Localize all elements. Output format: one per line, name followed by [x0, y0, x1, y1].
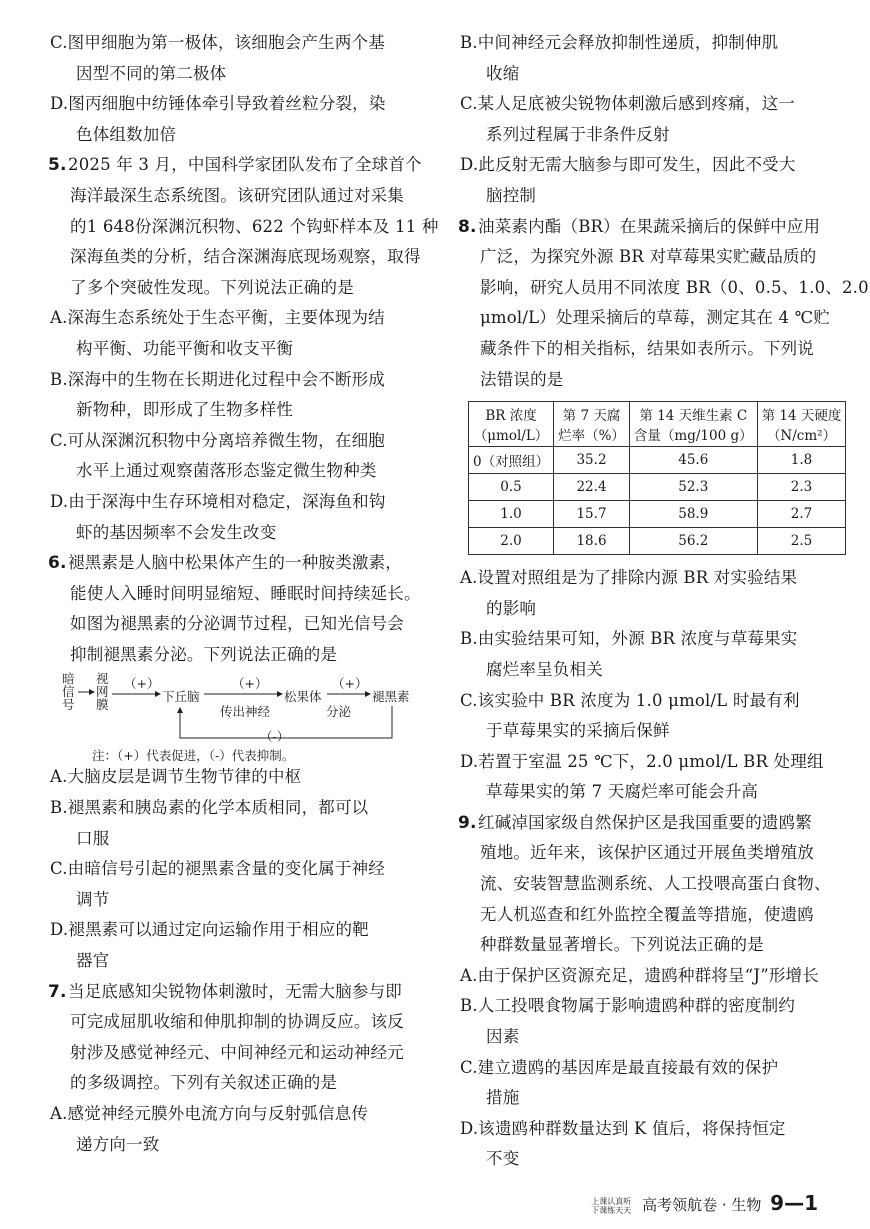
question-5-stem-line: 的1 648份深渊沉积物、622 个钩虾样本及 11 种 — [70, 216, 439, 236]
question-6 — [48, 548, 448, 670]
question-5-option-2-line: 水平上通过观察菌落形态鉴定微生物种类 — [76, 461, 377, 481]
question-7-cont-option-0-line: B.中间神经元会释放抑制性递质，抑制伸肌 — [460, 33, 779, 52]
table-header-cell: 第 14 天维生素 C 含量（mg/100 g） — [629, 402, 757, 447]
question-8-option-0-line: 的影响 — [486, 598, 537, 618]
question-6-option-1-line: 口服 — [76, 828, 110, 848]
question-5-option-1-line: B.深海中的生物在长期进化过程中会不断形成 — [50, 369, 386, 389]
plus-sign-3: （+） — [332, 676, 368, 692]
diagram-note: 注：（+）代表促进，（-）代表抑制。 — [92, 748, 295, 764]
question-9-stem-line: 流、安装智慧监测系统、人工投喂高蛋白食物、 — [480, 874, 831, 894]
dark-signal-label: 暗 信 号 — [62, 671, 75, 713]
question-9-option-2-line: C.建立遗鸥的基因库是最直接最有效的保护 — [460, 1057, 779, 1077]
pineal-label: 松果体 — [284, 689, 322, 705]
table-cell: 15.7 — [554, 501, 630, 528]
question-5-number: 5. — [48, 155, 67, 176]
question-8-number: 8. — [458, 216, 477, 237]
question-6-option-3-line: D.褪黑素可以通过定向运输作用于相应的靶 — [50, 920, 369, 940]
question-8-option-1-line: B.由实验结果可知，外源 BR 浓度与草莓果实 — [460, 629, 798, 649]
question-5-stem-line: 深海鱼类的分析，结合深渊海底现场观察，取得 — [70, 247, 421, 267]
table-cell: 2.0 — [469, 528, 554, 555]
question-5-option-3-line: D.由于深海中生存环境相对稳定，深海鱼和钩 — [50, 491, 386, 511]
question-9-option-0-line: A.由于保护区资源充足，遗鸥种群将呈“J”形增长 — [460, 965, 819, 985]
question-8 — [458, 212, 869, 396]
table-row — [469, 501, 846, 528]
table-cell: 45.6 — [629, 447, 757, 474]
question-6-stem-line: 能使人入睡时间明显缩短、睡眠时间持续延长。 — [70, 583, 421, 603]
question-6-option-3-line: 器官 — [76, 951, 110, 971]
question-7-stem-line: 的多级调控。下列有关叙述正确的是 — [70, 1073, 338, 1093]
question-6-stem-line: 抑制褪黑素分泌。下列说法正确的是 — [70, 644, 338, 664]
plus-sign-1: （+） — [124, 676, 160, 692]
question-5-option-0-line: 构平衡、功能平衡和收支平衡 — [76, 338, 294, 358]
minus-sign: （-） — [260, 729, 290, 745]
q4-option-line: 色体组数加倍 — [76, 124, 177, 144]
question-6-number: 6. — [48, 553, 67, 574]
table-header-row — [469, 402, 846, 447]
question-7 — [48, 977, 448, 1099]
question-8-stem-line: 法错误的是 — [480, 369, 564, 389]
page-number: 9—1 — [770, 1191, 818, 1215]
question-5-option-3-line: 虾的基因频率不会发生改变 — [76, 522, 277, 542]
table-cell: 52.3 — [629, 474, 757, 501]
question-5-option-1-line: 新物种，即形成了生物多样性 — [76, 400, 294, 420]
table-cell: 58.9 — [629, 501, 757, 528]
table-row — [469, 474, 846, 501]
question-7-cont-option-1-line: 系列过程属于非条件反射 — [486, 124, 670, 144]
question-7-number: 7. — [48, 981, 67, 1002]
table-cell: 2.7 — [757, 501, 846, 528]
question-9-option-3-line: 不变 — [486, 1149, 520, 1169]
question-6-option-0-line: A.大脑皮层是调节生物节律的中枢 — [50, 767, 302, 787]
table-cell: 22.4 — [554, 474, 630, 501]
question-6-stem-line: 如图为褪黑素的分泌调节过程，已知光信号会 — [70, 614, 404, 634]
question-5-option-2-line: C.可从深渊沉积物中分离培养微生物，在细胞 — [50, 430, 385, 450]
efferent-nerve-label: 传出神经 — [220, 704, 271, 720]
question-8-option-0-line: A.设置对照组是为了排除内源 BR 对实验结果 — [460, 568, 798, 588]
question-7-cont-option-2-line: 脑控制 — [486, 185, 537, 205]
table-cell: 2.3 — [757, 474, 846, 501]
table-header-cell: 第 14 天硬度 （N/cm²） — [757, 402, 846, 447]
question-9-number: 9. — [458, 812, 477, 833]
question-6-option-2-line: C.由暗信号引起的褪黑素含量的变化属于神经 — [50, 859, 385, 879]
question-7-option-0-line: A.感觉神经元膜外电流方向与反射弧信息传 — [50, 1104, 369, 1123]
table-cell: 0.5 — [469, 474, 554, 501]
question-8-option-3-line: 草莓果实的第 7 天腐烂率可能会升高 — [486, 782, 759, 802]
question-9-stem-line: 殖地。近年来，该保护区通过开展鱼类增殖放 — [480, 843, 814, 863]
question-9-stem-line: 种群数量显著增长。下列说法正确的是 — [480, 935, 764, 955]
melatonin-label: 褪黑素 — [372, 689, 410, 705]
question-9-option-1-line: B.人工投喂食物属于影响遗鸥种群的密度制约 — [460, 996, 796, 1016]
question-5-stem-line: 海洋最深生态系统图。该研究团队通过对采集 — [70, 185, 404, 205]
question-8-stem-line: μmol/L）处理采摘后的草莓，测定其在 4 ℃贮 — [480, 308, 831, 328]
question-5-stem-line: 了多个突破性发现。下列说法正确的是 — [70, 277, 354, 297]
table-header-cell: 第 7 天腐 烂率（%） — [554, 402, 630, 447]
footer-logo: 上课认真听 下课练天天 — [591, 1196, 632, 1215]
question-9-option-3-line: D.该遗鸥种群数量达到 K 值后，将保持恒定 — [460, 1118, 786, 1138]
br-results-table — [468, 401, 846, 555]
plus-sign-2: （+） — [232, 676, 268, 692]
question-9-stem-line: 9.红碱淖国家级自然保护区是我国重要的遗鸥繁 — [480, 808, 858, 839]
question-7-cont-option-0-line: 收缩 — [486, 63, 520, 83]
regulation-diagram — [62, 672, 422, 762]
question-8-stem-line: 8.油菜素内酯（BR）在果蔬采摘后的保鲜中应用 — [480, 212, 858, 243]
table-row — [469, 528, 846, 555]
question-7-cont-option-1-line: C.某人足底被尖锐物体刺激后感到疼痛，这一 — [460, 94, 795, 114]
hypothalamus-label: 下丘脑 — [162, 689, 200, 705]
q4-option-line: 因型不同的第二极体 — [76, 63, 227, 83]
question-8-stem-line: 藏条件下的相关指标，结果如表所示。下列说 — [480, 338, 814, 358]
footer-title: 高考领航卷 · 生物 — [642, 1196, 762, 1214]
question-8-stem-line: 广泛，为探究外源 BR 对草莓果实贮藏品质的 — [480, 247, 817, 267]
left-column — [48, 28, 448, 1160]
page-footer — [591, 1191, 818, 1215]
question-6-option-1-line: B.褪黑素和胰岛素的化学本质相同，都可以 — [50, 798, 369, 818]
question-7-option-0-line: 递方向一致 — [76, 1134, 160, 1154]
question-9 — [458, 808, 858, 961]
q4-option-line: C.图甲细胞为第一极体，该细胞会产生两个基 — [50, 33, 385, 52]
question-7-cont-option-2-line: D.此反射无需大脑参与即可发生，因此不受大 — [460, 155, 796, 175]
question-8-option-2-line: 于草莓果实的采摘后保鲜 — [486, 721, 670, 741]
question-5 — [48, 150, 448, 303]
question-7-stem-line: 射涉及感觉神经元、中间神经元和运动神经元 — [70, 1042, 404, 1062]
q4-option-line: D.图丙细胞中纺锤体牵引导致着丝粒分裂，染 — [50, 94, 386, 114]
question-8-option-1-line: 腐烂率呈负相关 — [486, 659, 603, 679]
question-9-option-1-line: 因素 — [486, 1027, 520, 1047]
table-cell: 1.8 — [757, 447, 846, 474]
question-8-option-3-line: D.若置于室温 25 ℃下，2.0 μmol/L BR 处理组 — [460, 751, 824, 771]
table-cell: 18.6 — [554, 528, 630, 555]
table-cell: 2.5 — [757, 528, 846, 555]
question-8-stem-line: 影响，研究人员用不同浓度 BR（0、0.5、1.0、2.0 — [480, 277, 869, 297]
right-column — [458, 28, 869, 1175]
question-5-option-0-line: A.深海生态系统处于生态平衡，主要体现为结 — [50, 308, 385, 328]
table-header-cell: BR 浓度 （μmol/L） — [469, 402, 554, 447]
question-8-option-2-line: C.该实验中 BR 浓度为 1.0 μmol/L 时最有利 — [460, 690, 800, 710]
table-cell: 0（对照组） — [469, 447, 554, 474]
question-6-option-2-line: 调节 — [76, 889, 110, 909]
table-row — [469, 447, 846, 474]
question-7-stem-line: 7.当足底感知尖锐物体刺激时，无需大脑参与即 — [70, 977, 448, 1008]
table-cell: 56.2 — [629, 528, 757, 555]
table-cell: 35.2 — [554, 447, 630, 474]
question-9-stem-line: 无人机巡查和红外监控全覆盖等措施，使遗鸥 — [480, 904, 814, 924]
question-6-stem-line: 6.褪黑素是人脑中松果体产生的一种胺类激素， — [70, 548, 448, 579]
question-9-option-2-line: 措施 — [486, 1088, 520, 1108]
retina-label: 视 网 膜 — [96, 671, 109, 713]
secrete-label: 分泌 — [326, 704, 352, 720]
question-5-stem-line: 5.2025 年 3 月，中国科学家团队发布了全球首个 — [70, 150, 448, 181]
table-cell: 1.0 — [469, 501, 554, 528]
question-7-stem-line: 可完成屈肌收缩和伸肌抑制的协调反应。该反 — [70, 1012, 404, 1032]
